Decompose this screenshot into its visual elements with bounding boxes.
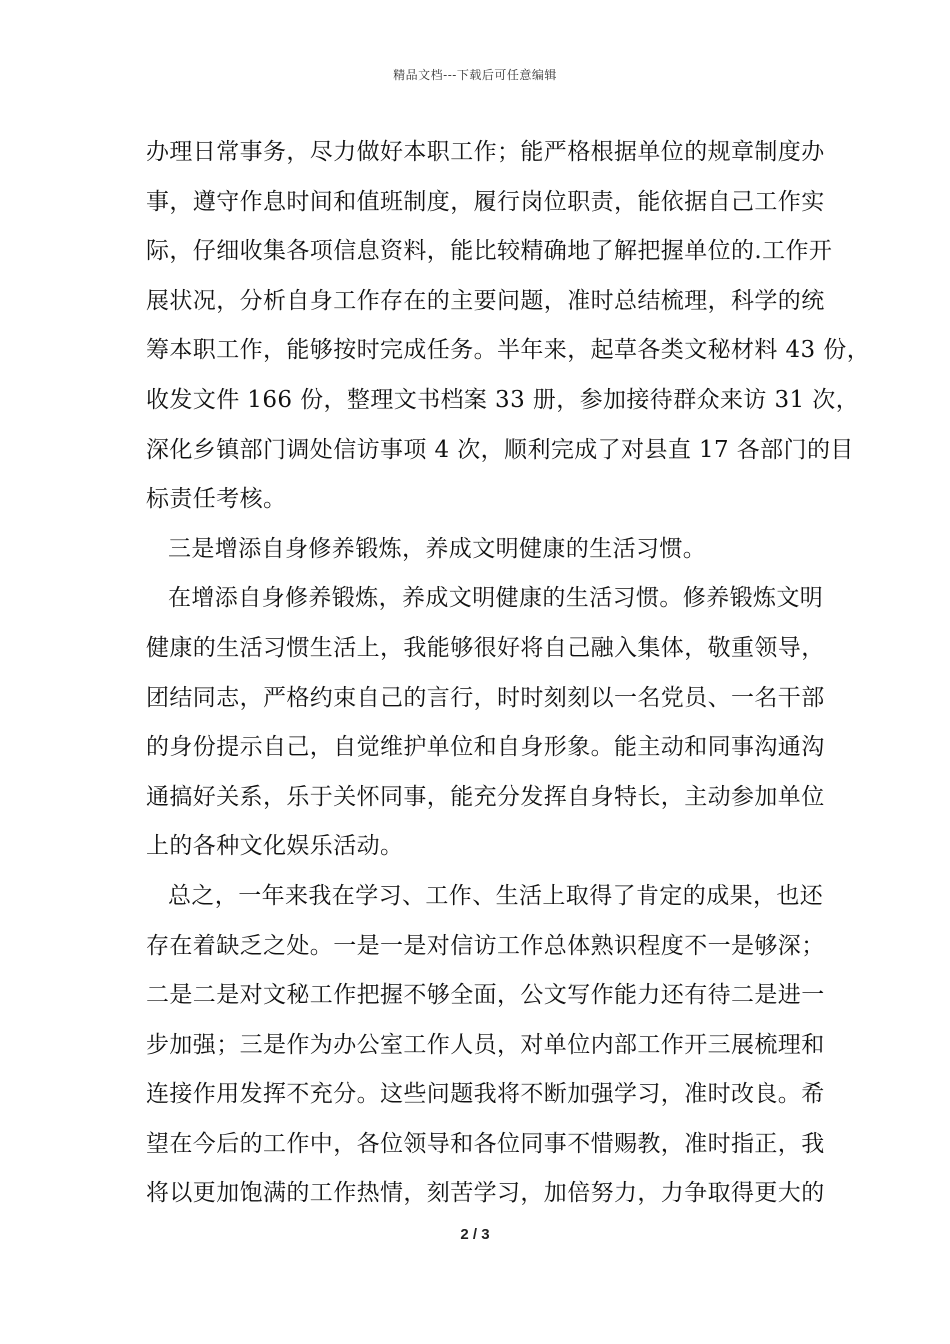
- document-body: [146, 128, 871, 1219]
- page-header: 精品文档---下载后可任意编辑: [393, 68, 557, 82]
- text-line: 总之，一年来我在学习、工作、生活上取得了肯定的成果，也还: [168, 882, 824, 909]
- text-line: 标责任考核。: [146, 486, 287, 513]
- text-line: 将以更加饱满的工作热情，刻苦学习，加倍努力，力争取得更大的: [146, 1180, 825, 1207]
- text-line: 际，仔细收集各项信息资料，能比较精确地了解把握单位的.工作开: [146, 238, 833, 265]
- text-line: 筹本职工作，能够按时完成任务。半年来，起草各类文秘材料 43 份，: [146, 337, 871, 364]
- text-line: 办理日常事务，尽力做好本职工作；能严格根据单位的规章制度办: [146, 139, 825, 165]
- text-line: 存在着缺乏之处。一是一是对信访工作总体熟识程度不一是够深；: [146, 932, 825, 959]
- text-line: 健康的生活习惯生活上，我能够很好将自己融入集体，敬重领导，: [146, 634, 825, 661]
- text-line: 步加强；三是作为办公室工作人员，对单位内部工作开三展梳理和: [146, 1031, 825, 1058]
- text-line: 事，遵守作息时间和值班制度，履行岗位职责，能依据自己工作实: [146, 188, 825, 215]
- text-line: 通搞好关系，乐于关怀同事，能充分发挥自身特长，主动参加单位: [146, 783, 825, 810]
- text-line: 连接作用发挥不充分。这些问题我将不断加强学习，准时改良。希: [146, 1081, 825, 1108]
- text-line: 的身份提示自己，自觉维护单位和自身形象。能主动和同事沟通沟: [146, 734, 825, 761]
- text-line: 二是二是对文秘工作把握不够全面，公文写作能力还有待二是进一: [146, 982, 825, 1009]
- text-line: 收发文件 166 份，整理文书档案 33 册，参加接待群众来访 31 次，: [146, 386, 860, 413]
- section-heading: 三是增添自身修养锻炼，养成文明健康的生活习惯。: [168, 535, 707, 562]
- text-line: 望在今后的工作中，各位领导和各位同事不惜赐教，准时指正，我: [146, 1130, 825, 1157]
- text-line: 展状况，分析自身工作存在的主要问题，准时总结梳理，科学的统: [146, 287, 825, 314]
- text-line: 上的各种文化娱乐活动。: [146, 833, 404, 860]
- text-line: 在增添自身修养锻炼，养成文明健康的生活习惯。修养锻炼文明: [168, 585, 824, 612]
- page-number: 2 / 3: [460, 1226, 490, 1243]
- text-line: 深化乡镇部门调处信访事项 4 次，顺利完成了对县直 17 各部门的目: [146, 436, 854, 463]
- text-line: 团结同志，严格约束自己的言行，时时刻刻以一名党员、一名干部: [146, 684, 825, 711]
